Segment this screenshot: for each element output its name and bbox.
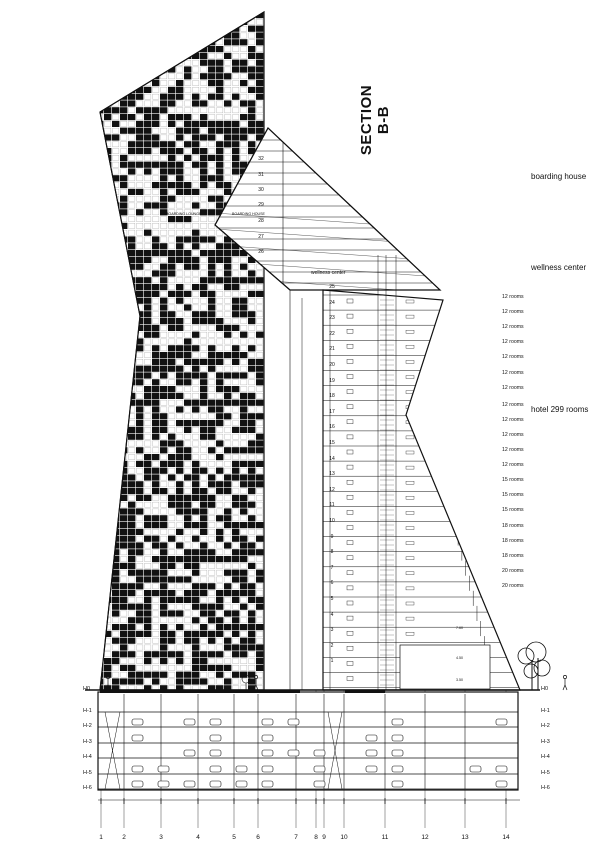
level-label-left: H-2 (83, 723, 92, 729)
floor-number: 17 (329, 408, 335, 415)
axis-label: 13 (461, 834, 469, 841)
room-count: 18 rooms (502, 522, 524, 529)
room-count: 18 rooms (502, 552, 524, 559)
floor-number: 30 (258, 187, 264, 193)
level-label-left: H-6 (83, 785, 92, 791)
room-count: 12 rooms (502, 431, 524, 438)
label-boarding-house-inner: BOARDING HOUSE (232, 212, 265, 216)
axis-label: 8 (314, 834, 318, 841)
floor-number: 18 (329, 393, 335, 400)
room-count: 20 rooms (502, 567, 524, 574)
axis-label: 12 (421, 834, 429, 841)
floor-number: 10 (329, 518, 335, 524)
axis-label: 14 (502, 834, 510, 841)
floor-number: 16 (329, 424, 335, 431)
level-label-right: H-1 (541, 708, 550, 714)
floor-number: 14 (329, 455, 335, 462)
section-title: SECTION B-B (358, 84, 392, 156)
floor-number: 12 (329, 486, 335, 493)
floor-number: 25 (329, 284, 335, 290)
room-count: 12 rooms (502, 324, 524, 331)
floor-number: 4 (330, 611, 334, 618)
label-boarding-house: boarding house (531, 172, 587, 181)
room-count: 20 rooms (502, 582, 524, 589)
label-wellness-center: wellness center (531, 263, 587, 272)
floor-number: 2 (330, 642, 334, 649)
floor-number: 29 (258, 202, 264, 208)
room-count: 12 rooms (502, 294, 524, 300)
floor-number: 31 (258, 172, 264, 178)
room-count: 12 rooms (502, 369, 524, 376)
room-count: 12 rooms (502, 339, 524, 346)
level-label-right: H-2 (541, 723, 550, 729)
dimension-1: 7.60 (456, 626, 463, 630)
floor-number: 23 (329, 315, 335, 322)
room-count: 15 rooms (502, 492, 524, 499)
level-label-left: H-1 (83, 708, 92, 714)
room-count: 12 rooms (502, 462, 524, 469)
level-label-right: H0 (541, 686, 549, 692)
floor-number: 32 (258, 156, 264, 162)
hotel-section (290, 255, 530, 696)
floor-number: 3 (330, 627, 334, 634)
room-count: 15 rooms (502, 507, 524, 514)
level-label-right: H-5 (541, 770, 550, 776)
label-hotel: hotel 299 rooms (531, 405, 589, 414)
floor-number: 15 (329, 440, 335, 446)
floor-number: 27 (258, 234, 264, 240)
level-label-left: H0 (83, 686, 91, 692)
label-boarding-lounge: BOARDING LOUNGE (166, 212, 202, 216)
level-label-right: H-3 (541, 739, 550, 745)
level-label-left: H-4 (83, 754, 92, 760)
floor-number: 21 (329, 346, 335, 353)
room-count: 12 rooms (502, 384, 524, 391)
room-count: 18 rooms (502, 537, 524, 544)
floor-number: 28 (258, 218, 264, 224)
floor-number: 7 (330, 564, 334, 571)
axis-label: 1 (99, 834, 103, 841)
floor-number: 9 (330, 533, 334, 540)
axis-label: 9 (322, 834, 326, 841)
room-count: 12 rooms (502, 447, 524, 453)
floor-number: 19 (329, 377, 335, 384)
axis-label: 10 (340, 834, 348, 841)
basement-levels (85, 690, 540, 790)
black-tower (96, 12, 271, 691)
floor-number: 11 (329, 502, 335, 509)
room-count: 12 rooms (502, 354, 524, 361)
floor-number: 22 (329, 330, 335, 337)
floor-number: 13 (329, 471, 335, 478)
floor-number: 8 (330, 549, 334, 556)
room-count: 12 rooms (502, 401, 524, 408)
level-label-left: H-5 (83, 770, 92, 776)
room-count: 12 rooms (502, 309, 524, 316)
label-wellness-center-inner: wellness center (311, 270, 346, 276)
floor-number: 1 (330, 658, 334, 665)
floor-number: 20 (329, 362, 335, 368)
level-label-left: H-3 (83, 739, 92, 745)
dimension-3: 3.50 (456, 678, 463, 682)
axis-label: 6 (256, 834, 260, 841)
axis-label: 2 (122, 834, 126, 841)
axis-label: 7 (294, 834, 298, 841)
axis-label: 3 (159, 834, 163, 841)
room-count: 15 rooms (502, 477, 524, 484)
axis-label: 11 (381, 834, 389, 841)
axis-label: 4 (196, 834, 200, 841)
floor-number: 26 (258, 249, 264, 255)
floor-number: 24 (329, 299, 335, 306)
room-count: 12 rooms (502, 416, 524, 423)
floor-number: 6 (330, 580, 334, 587)
dimension-2: 4.50 (456, 656, 463, 660)
level-label-right: H-4 (541, 754, 550, 760)
floor-number: 5 (330, 596, 334, 602)
level-label-right: H-6 (541, 785, 550, 791)
axis-label: 5 (232, 834, 236, 841)
